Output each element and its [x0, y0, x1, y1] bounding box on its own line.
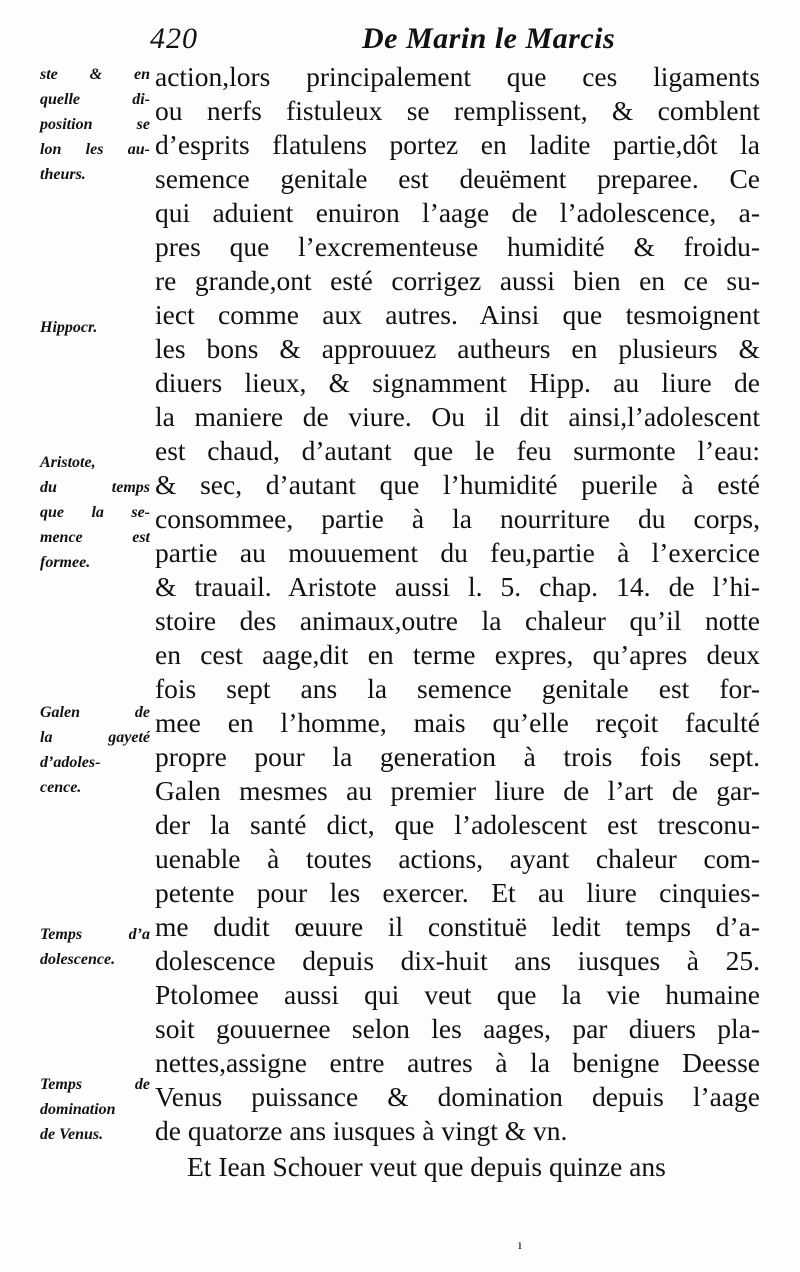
margin-note-line: de Venus. — [40, 1126, 104, 1143]
margin-note-line: dolescence. — [40, 951, 116, 968]
text-line: nettes,assigne entre autres à la benigne Deesse — [155, 1047, 760, 1078]
text-line: re grande,ont esté corrigez aussi bien en ce su- — [155, 265, 760, 296]
text-line: diuers lieux, & signamment Hipp. au liure de — [155, 367, 760, 398]
text-line: propre pour la generation à trois fois sept. — [155, 741, 760, 772]
margin-note-line: Temps d’a — [40, 926, 150, 943]
text-line: me dudit œuure il constituë ledit temps d’a- — [155, 911, 760, 942]
text-line: & trauail. Aristote aussi l. 5. chap. 14. de l’hi- — [155, 571, 760, 602]
margin-note-line: d’adoles- — [40, 754, 101, 771]
margin-notes — [0, 0, 150, 1272]
text-line: mee en l’homme, mais qu’elle reçoit faculté — [155, 707, 760, 738]
margin-note-line: formee. — [40, 554, 91, 571]
margin-note-disposition — [40, 62, 150, 187]
margin-note-line: Temps de — [40, 1076, 150, 1093]
text-line: les bons & approuuez autheurs en plusieurs & — [155, 333, 760, 364]
margin-note-galen — [40, 700, 150, 800]
text-line: Ptolomee aussi qui veut que la vie humaine — [155, 979, 760, 1010]
margin-note-line: quelle di- — [40, 91, 150, 108]
text-line: qui aduient enuiron l’aage de l’adolescence, a- — [155, 197, 760, 228]
text-line: stoire des animaux,outre la chaleur qu’il notte — [155, 605, 760, 636]
margin-note-line: domination — [40, 1101, 116, 1118]
page-number: 420 — [150, 22, 198, 55]
text-line: de quatorze ans iusques à vingt & vn. — [155, 1115, 568, 1146]
margin-note-line: ste & en — [40, 66, 150, 83]
text-line: partie au mouuement du feu,partie à l’exercice — [155, 537, 760, 568]
margin-note-line: du temps — [40, 479, 150, 496]
text-line: consommee, partie à la nourriture du corps, — [155, 503, 760, 534]
margin-note-line: que la se- — [40, 504, 150, 521]
text-line: est chaud, d’autant que le feu surmonte l’eau: — [155, 435, 760, 466]
text-line: ou nerfs fistuleux se remplissent, & comblent — [155, 95, 760, 126]
text-line: petente pour les exercer. Et au liure cinquies- — [155, 877, 760, 908]
margin-note-line: la gayeté — [40, 729, 150, 746]
margin-note-line: lon les au- — [40, 141, 150, 158]
margin-note-hippocrates — [40, 315, 150, 340]
text-line: der la santé dict, que l’adolescent est tresconu- — [155, 809, 760, 840]
margin-note-line: Hippocr. — [40, 319, 98, 336]
text-line: Et Iean Schouer veut que depuis quinze ans — [187, 1151, 666, 1182]
running-head — [150, 22, 750, 62]
text-line: semence genitale est deuëment preparee. Ce — [155, 163, 760, 194]
running-title: De Marin le Marcis — [362, 22, 616, 55]
text-line: pres que l’excrementeuse humidité & froidu- — [155, 231, 760, 262]
margin-note-line: theurs. — [40, 166, 86, 183]
margin-note-line: mence est — [40, 529, 150, 546]
text-line: uenable à toutes actions, ayant chaleur com- — [155, 843, 760, 874]
margin-note-aristote — [40, 450, 150, 575]
text-line: fois sept ans la semence genitale est for- — [155, 673, 760, 704]
text-line: d’esprits flatulens portez en ladite partie,dôt la — [155, 129, 760, 160]
margin-note-venus — [40, 1072, 150, 1147]
margin-note-line: Galen de — [40, 704, 150, 721]
margin-note-adolescence — [40, 922, 150, 972]
margin-note-line: position se — [40, 116, 150, 133]
margin-note-line: cence. — [40, 779, 82, 796]
text-line: & sec, d’autant que l’humidité puerile à esté — [155, 469, 760, 500]
text-line: soit gouuernee selon les aages, par diuers pla- — [155, 1013, 760, 1044]
text-line: Galen mesmes au premier liure de l’art de gar- — [155, 775, 760, 806]
text-line: dolescence depuis dix-huit ans iusques à 25. — [155, 945, 760, 976]
signature-mark: ı — [518, 1238, 522, 1253]
text-line: en cest aage,dit en terme expres, qu’apres deux — [155, 639, 760, 670]
text-line: la maniere de viure. Ou il dit ainsi,l’adolescent — [155, 401, 760, 432]
margin-note-line: Aristote, — [40, 454, 96, 471]
text-line: action,lors principalement que ces ligaments — [155, 61, 760, 92]
text-line: iect comme aux autres. Ainsi que tesmoignent — [155, 299, 760, 330]
text-line: Venus puissance & domination depuis l’aage — [155, 1081, 760, 1112]
